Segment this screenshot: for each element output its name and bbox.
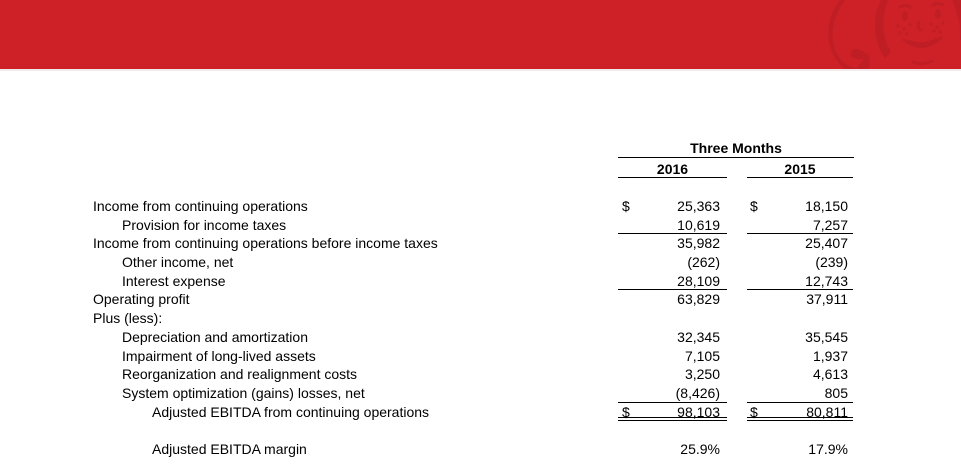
column-header-2016: 2016 <box>618 160 727 178</box>
value-2016: 63,829 <box>677 291 720 308</box>
row-label: Income from continuing operations before income taxes <box>93 235 438 252</box>
value-2015-cell <box>747 253 853 272</box>
value-2016: 10,619 <box>677 216 720 233</box>
value-2016: 25.9% <box>680 440 720 457</box>
table-row <box>93 365 855 384</box>
row-label: Provision for income taxes <box>122 216 287 233</box>
column-gap <box>727 440 747 459</box>
spacer-row <box>93 421 855 440</box>
table-row <box>93 216 855 235</box>
value-2016-cell <box>618 365 727 384</box>
value-2016: 28,109 <box>677 272 720 289</box>
table-row <box>93 253 855 272</box>
row-label: Plus (less): <box>93 310 163 327</box>
table-row-margin <box>93 440 855 459</box>
value-2015-cell <box>747 216 853 235</box>
column-gap <box>727 253 747 272</box>
value-2015-cell <box>747 440 853 459</box>
table-row <box>93 197 855 216</box>
table-row <box>93 309 855 328</box>
value-2015: 7,257 <box>812 216 848 233</box>
wendys-girl-watermark-icon <box>811 0 961 69</box>
row-label: Other income, net <box>122 254 234 271</box>
value-2015: 35,545 <box>805 328 848 345</box>
value-2016: (262) <box>687 254 720 271</box>
value-2015-cell <box>747 365 853 384</box>
value-2015-cell <box>747 403 853 422</box>
value-2015: 37,911 <box>806 291 848 308</box>
value-2016-cell <box>618 216 727 235</box>
value-2016: 98,103 <box>677 403 720 420</box>
table-row <box>93 384 855 403</box>
value-2015-cell <box>747 290 853 309</box>
value-2015: 1,937 <box>812 347 848 364</box>
column-gap <box>727 365 747 384</box>
value-2016-cell <box>618 440 727 459</box>
column-header-2015: 2015 <box>747 160 853 178</box>
column-gap <box>727 272 747 291</box>
value-2015: 805 <box>824 384 848 401</box>
table-row <box>93 347 855 366</box>
row-label: Adjusted EBITDA from continuing operations <box>152 403 430 420</box>
value-2015: 25,407 <box>805 235 848 252</box>
dollar-sign: $ <box>750 403 758 420</box>
column-gap <box>727 216 747 235</box>
value-2015-cell <box>747 197 853 216</box>
value-2016: 7,105 <box>684 347 720 364</box>
column-gap <box>727 290 747 309</box>
row-label: System optimization (gains) losses, net <box>122 384 365 401</box>
row-label: Interest expense <box>122 272 226 289</box>
column-gap <box>727 384 747 403</box>
value-2016-cell <box>618 290 727 309</box>
value-2015: 80,811 <box>806 403 848 420</box>
table-row-total <box>93 403 855 422</box>
value-2016-cell <box>618 272 727 291</box>
value-2015-cell <box>747 234 853 253</box>
value-2015-cell <box>747 328 853 347</box>
row-label: Reorganization and realignment costs <box>122 366 358 383</box>
value-2015: 17.9% <box>808 440 848 457</box>
row-label: Adjusted EBITDA margin <box>152 440 307 457</box>
column-gap <box>727 347 747 366</box>
value-2016: 25,363 <box>677 198 720 214</box>
value-2016: (8,426) <box>675 384 720 401</box>
value-2016-cell <box>618 309 727 328</box>
value-2015: 4,613 <box>812 366 848 383</box>
value-2016: 3,250 <box>684 366 720 383</box>
column-gap <box>727 328 747 347</box>
table-row <box>93 328 855 347</box>
dollar-sign: $ <box>622 403 630 420</box>
brand-banner <box>0 0 961 71</box>
column-gap <box>727 309 747 328</box>
value-2016: 32,345 <box>677 328 720 345</box>
row-label: Depreciation and amortization <box>122 328 308 345</box>
column-gap <box>727 197 747 216</box>
row-label: Impairment of long-lived assets <box>122 347 316 364</box>
value-2015: 12,743 <box>805 272 848 289</box>
table-row <box>93 234 855 253</box>
dollar-sign: $ <box>622 198 630 214</box>
column-gap <box>727 234 747 253</box>
value-2015: 18,150 <box>805 198 848 214</box>
value-2016-cell <box>618 197 727 216</box>
value-2016-cell <box>618 253 727 272</box>
value-2015-cell <box>747 272 853 291</box>
row-label: Income from continuing operations <box>93 198 308 214</box>
value-2016: 35,982 <box>677 235 720 252</box>
value-2015-cell <box>747 384 853 403</box>
value-2015: (239) <box>815 254 848 271</box>
dollar-sign: $ <box>750 198 758 214</box>
value-2016-cell <box>618 384 727 403</box>
period-group-header: Three Months <box>618 138 854 158</box>
value-2016-cell <box>618 234 727 253</box>
value-2016-cell <box>618 328 727 347</box>
value-2015-cell <box>747 309 853 328</box>
value-2016-cell <box>618 403 727 422</box>
table-row <box>93 272 855 291</box>
value-2016-cell <box>618 347 727 366</box>
table-row <box>93 290 855 309</box>
financial-table <box>93 197 855 459</box>
row-label: Operating profit <box>93 291 190 308</box>
column-gap <box>727 403 747 422</box>
value-2015-cell <box>747 347 853 366</box>
